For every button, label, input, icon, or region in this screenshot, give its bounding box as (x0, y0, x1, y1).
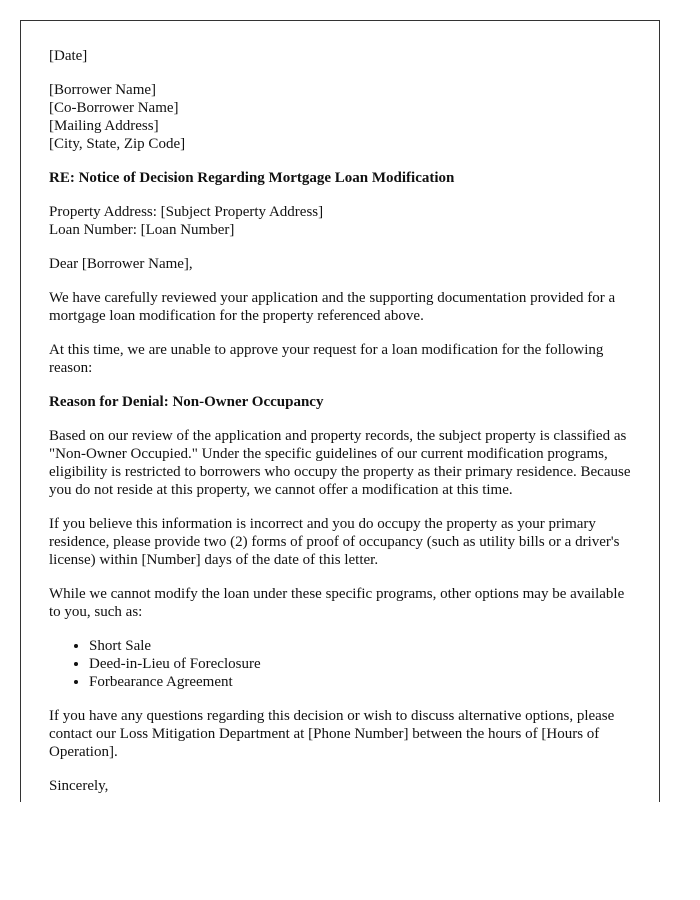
closing: Sincerely, (49, 778, 109, 794)
paragraph-reason: Based on our review of the application and property records, the subject property is classified as "Non-Owner Occupied." Under the specific guidelines of our current modification programs, eligibility is restricted to borrowers who occupy the property as their primary residence. Because you do not reside at this property, we cannot offer a modification at this time. (49, 428, 631, 498)
list-item: • Deed-in-Lieu of Foreclosure (89, 655, 631, 673)
letter-date: [Date] (49, 48, 88, 64)
reason-heading: Reason for Denial: Non-Owner Occupancy (49, 394, 324, 410)
co-borrower-name: [Co-Borrower Name] (49, 100, 179, 116)
options-list (49, 637, 631, 691)
subject-line: RE: Notice of Decision Regarding Mortgage Loan Modification (49, 170, 455, 186)
paragraph-options: While we cannot modify the loan under these specific programs, other options may be available to you, such as: (49, 586, 625, 620)
paragraph-decision: At this time, we are unable to approve your request for a loan modification for the following reason: (49, 342, 604, 376)
paragraph-review: We have carefully reviewed your application and the supporting documentation provided for a mortgage loan modification for the property referenced above. (49, 290, 616, 324)
list-item: • Forbearance Agreement (89, 673, 631, 691)
recipient-block (49, 81, 631, 153)
loan-number: Loan Number: [Loan Number] (49, 222, 235, 238)
loan-info (49, 203, 631, 239)
mailing-address: [Mailing Address] (49, 118, 159, 134)
paragraph-proof: If you believe this information is incorrect and you do occupy the property as your primary residence, please provide two (2) forms of proof of occupancy (such as utility bills or a driver's license) within [Number] days of the date of this letter. (49, 516, 620, 568)
salutation: Dear [Borrower Name], (49, 256, 193, 272)
list-item: • Short Sale (89, 637, 631, 655)
property-address: Property Address: [Subject Property Address] (49, 204, 324, 220)
city-state-zip: [City, State, Zip Code] (49, 136, 186, 152)
paragraph-contact: If you have any questions regarding this decision or wish to discuss alternative options, please contact our Loss Mitigation Department at [Phone Number] between the hours of [Hours of Operation]. (49, 708, 615, 760)
borrower-name: [Borrower Name] (49, 82, 157, 98)
letter-page (20, 20, 660, 802)
